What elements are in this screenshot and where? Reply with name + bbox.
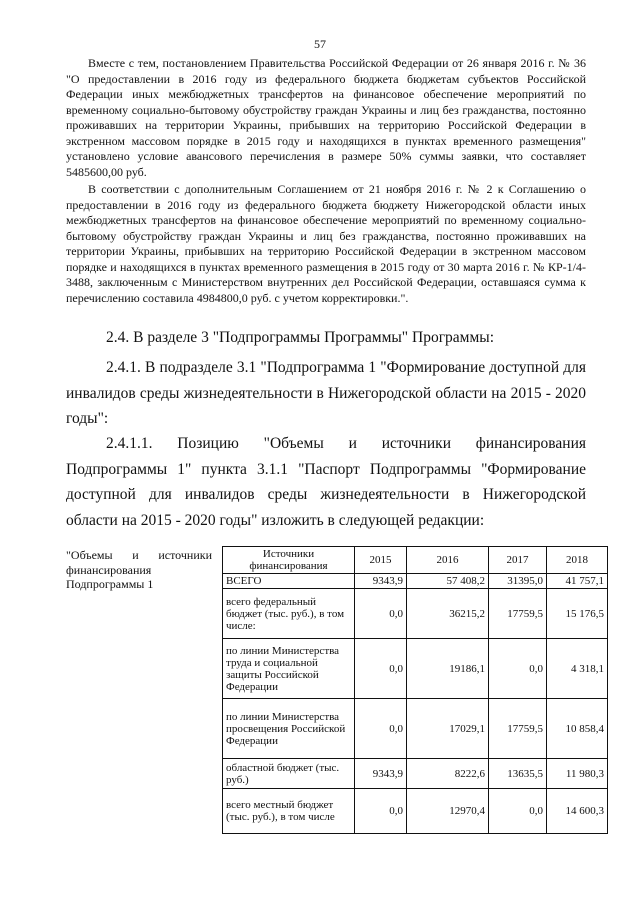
row-label: ВСЕГО [223,574,355,589]
row-label: всего федеральный бюджет (тыс. руб.), в том числе: [223,589,355,639]
cell-value: 0,0 [355,639,407,699]
column-header-2016: 2016 [407,547,489,574]
row-label: областной бюджет (тыс. руб.) [223,759,355,789]
cell-value: 4 318,1 [547,639,608,699]
cell-value: 0,0 [489,789,547,834]
cell-value: 15 176,5 [547,589,608,639]
table-row [223,589,608,639]
cell-value: 0,0 [355,699,407,759]
column-header-2015: 2015 [355,547,407,574]
cell-value: 9343,9 [355,759,407,789]
cell-value: 10 858,4 [547,699,608,759]
cell-value: 36215,2 [407,589,489,639]
table-row [223,574,608,589]
table-header-row [223,547,608,574]
cell-value: 8222,6 [407,759,489,789]
cell-value: 9343,9 [355,574,407,589]
finance-table [222,546,608,834]
row-label: всего местный бюджет (тыс. руб.), в том числе [223,789,355,834]
cell-value: 0,0 [489,639,547,699]
cell-value: 0,0 [355,589,407,639]
paragraph-advance-payment: Вместе с тем, постановлением Правительства Российской Федерации от 26 января 2016 г. № 36 "О предоставлении в 2016 году из федерального бюджета бюджетам субъектов Российской Федерации иных межбюджетных трансфертов на финансовое обеспечение мероприятий по временному социально-бытовому обустройству граждан Украины и лиц без гражданства, постоянно проживавших на территории Украины, прибывших на территорию Российской Федерации в экстренном массовом порядке в 2015 году и находящихся в пунктах временного размещения" установлено условие авансового перечисления в размере 50% суммы заявки, что составляет 5485600,00 руб. [66,56,586,179]
cell-value: 0,0 [355,789,407,834]
cell-value: 17029,1 [407,699,489,759]
row-label: по линии Министерства просвещения Российской Федерации [223,699,355,759]
section-2-4-1-heading: 2.4.1. В подразделе 3.1 "Подпрограмма 1 "Формирование доступной для инвалидов среды жизнедеятельности в Нижегородской области на 2015 - 2020 годы": [66,359,586,427]
paragraph-additional-agreement: В соответствии с дополнительным Соглашением от 21 ноября 2016 г. № 2 к Соглашению о предоставлении в 2016 году из федерального бюджета бюджету Нижегородской области иных межбюджетных трансфертов на финансовое обеспечение мероприятий по временному социально-бытовому обустройству граждан Украины и лиц без гражданства, постоянно проживавших на территории Украины, прибывших на территорию Российской Федерации в экстренном массовом порядке и находящихся в пунктах временного размещения в 2015 году от 30 марта 2016 г. № КР-1/4-3488, заключенным с Министерством внутренних дел Российской Федерации, оставшаяся сумма к перечислению составила 4984800,0 руб. с учетом корректировки.". [66,182,586,305]
column-header-sources: Источники финансирования [223,547,355,574]
cell-value: 14 600,3 [547,789,608,834]
cell-value: 17759,5 [489,699,547,759]
cell-value: 19186,1 [407,639,489,699]
cell-value: 31395,0 [489,574,547,589]
section-2-4-heading: 2.4. В разделе 3 "Подпрограммы Программы" Программы: [106,329,495,346]
row-label: по линии Министерства труда и социальной защиты Российской Федерации [223,639,355,699]
cell-value: 17759,5 [489,589,547,639]
page-number: 57 [314,37,326,51]
table-row [223,699,608,759]
cell-value: 11 980,3 [547,759,608,789]
section-2-4-1-1-heading: 2.4.1.1. Позицию "Объемы и источники финансирования Подпрограммы 1" пункта 3.1.1 "Паспорт Подпрограммы "Формирование доступной для инвалидов среды жизнедеятельности в Нижегородской области на 2015 - 2020 годы" изложить в следующей редакции: [66,435,586,529]
table-row [223,759,608,789]
column-header-2017: 2017 [489,547,547,574]
finance-position-label: "Объемы и источники финансирования Подпрограммы 1 [66,548,212,591]
cell-value: 57 408,2 [407,574,489,589]
column-header-2018: 2018 [547,547,608,574]
cell-value: 13635,5 [489,759,547,789]
cell-value: 12970,4 [407,789,489,834]
table-row [223,639,608,699]
cell-value: 41 757,1 [547,574,608,589]
table-row [223,789,608,834]
